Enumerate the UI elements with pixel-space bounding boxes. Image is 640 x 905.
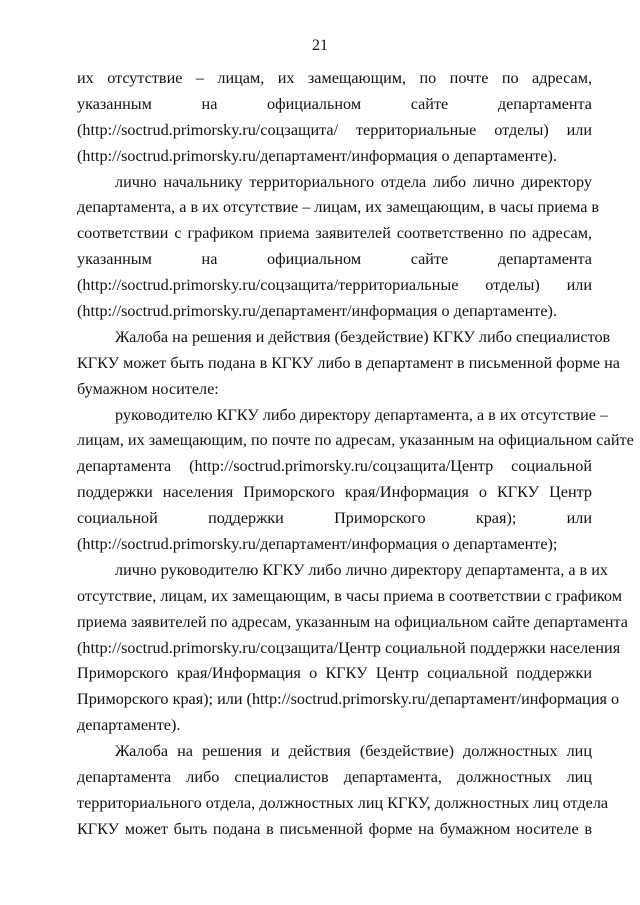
- paragraph: [77, 66, 592, 170]
- text-line: указанным на официальном сайте департамента: [77, 94, 592, 113]
- text-line: (http://soctrud.primorsky.ru/департамент/информация о департаменте).: [77, 302, 557, 321]
- text-line: (http://soctrud.primorsky.ru/департамент/информация о департаменте);: [77, 535, 558, 554]
- text-line: Приморского края); или (http://soctrud.primorsky.ru/департамент/информация о: [77, 690, 620, 709]
- text-line: лично руководителю КГКУ либо лично директору департамента, а в их: [115, 560, 608, 579]
- text-line: департамента либо специалистов департамента, должностных лиц: [77, 768, 592, 787]
- text-line: (http://soctrud.primorsky.ru/соцзащита/территориальные отделы) или: [77, 276, 592, 295]
- text-line: отсутствие, лицам, их замещающим, в часы приема в соответствии с графиком: [77, 586, 622, 605]
- text-line: поддержки населения Приморского края/Информация о КГКУ Центр: [77, 483, 592, 502]
- page-number: 21: [312, 37, 328, 54]
- text-line: КГКУ может быть подана в письменной форме на бумажном носителе в: [77, 819, 592, 838]
- text-line: их отсутствие – лицам, их замещающим, по почте по адресам,: [77, 69, 592, 87]
- document-body: [77, 66, 634, 843]
- text-line: КГКУ может быть подана в КГКУ либо в департамент в письменной форме на: [77, 353, 620, 372]
- text-line: территориального отдела, должностных лиц КГКУ, должностных лиц отдела: [77, 793, 609, 812]
- text-line: бумажном носителе:: [77, 379, 219, 398]
- text-line: Жалоба на решения и действия (бездействие) должностных лиц: [115, 742, 592, 761]
- text-line: департаменте).: [77, 716, 181, 735]
- text-line: (http://soctrud.primorsky.ru/соцзащита/ территориальные отделы) или: [77, 120, 592, 139]
- paragraph: [77, 739, 609, 843]
- text-line: Приморского края/Информация о КГКУ Центр социальной поддержки: [77, 664, 592, 683]
- text-line: (http://soctrud.primorsky.ru/департамент/информация о департаменте).: [77, 146, 557, 165]
- text-line: Жалоба на решения и действия (бездействие) КГКУ либо специалистов: [115, 327, 611, 346]
- text-line: лицам, их замещающим, по почте по адресам, указанным на официальном сайте: [77, 431, 634, 450]
- text-line: департамента, а в их отсутствие – лицам, их замещающим, в часы приема в: [77, 198, 600, 217]
- text-line: соответствии с графиком приема заявителей соответственно по адресам,: [77, 224, 592, 243]
- paragraph: [77, 325, 620, 403]
- paragraph: [77, 403, 634, 558]
- text-line: социальной поддержки Приморского края); или: [77, 509, 592, 528]
- text-line: департамента (http://soctrud.primorsky.ru/соцзащита/Центр социальной: [77, 457, 592, 476]
- text-line: руководителю КГКУ либо директору департамента, а в их отсутствие –: [115, 405, 609, 424]
- paragraph: [77, 170, 600, 325]
- text-line: (http://soctrud.primorsky.ru/соцзащита/Центр социальной поддержки населения: [77, 638, 621, 657]
- text-line: указанным на официальном сайте департамента: [77, 250, 592, 269]
- text-line: приема заявителей по адресам, указанным на официальном сайте департамента: [77, 612, 628, 631]
- text-line: лично начальнику территориального отдела либо лично директору: [115, 172, 592, 191]
- paragraph: [77, 558, 628, 739]
